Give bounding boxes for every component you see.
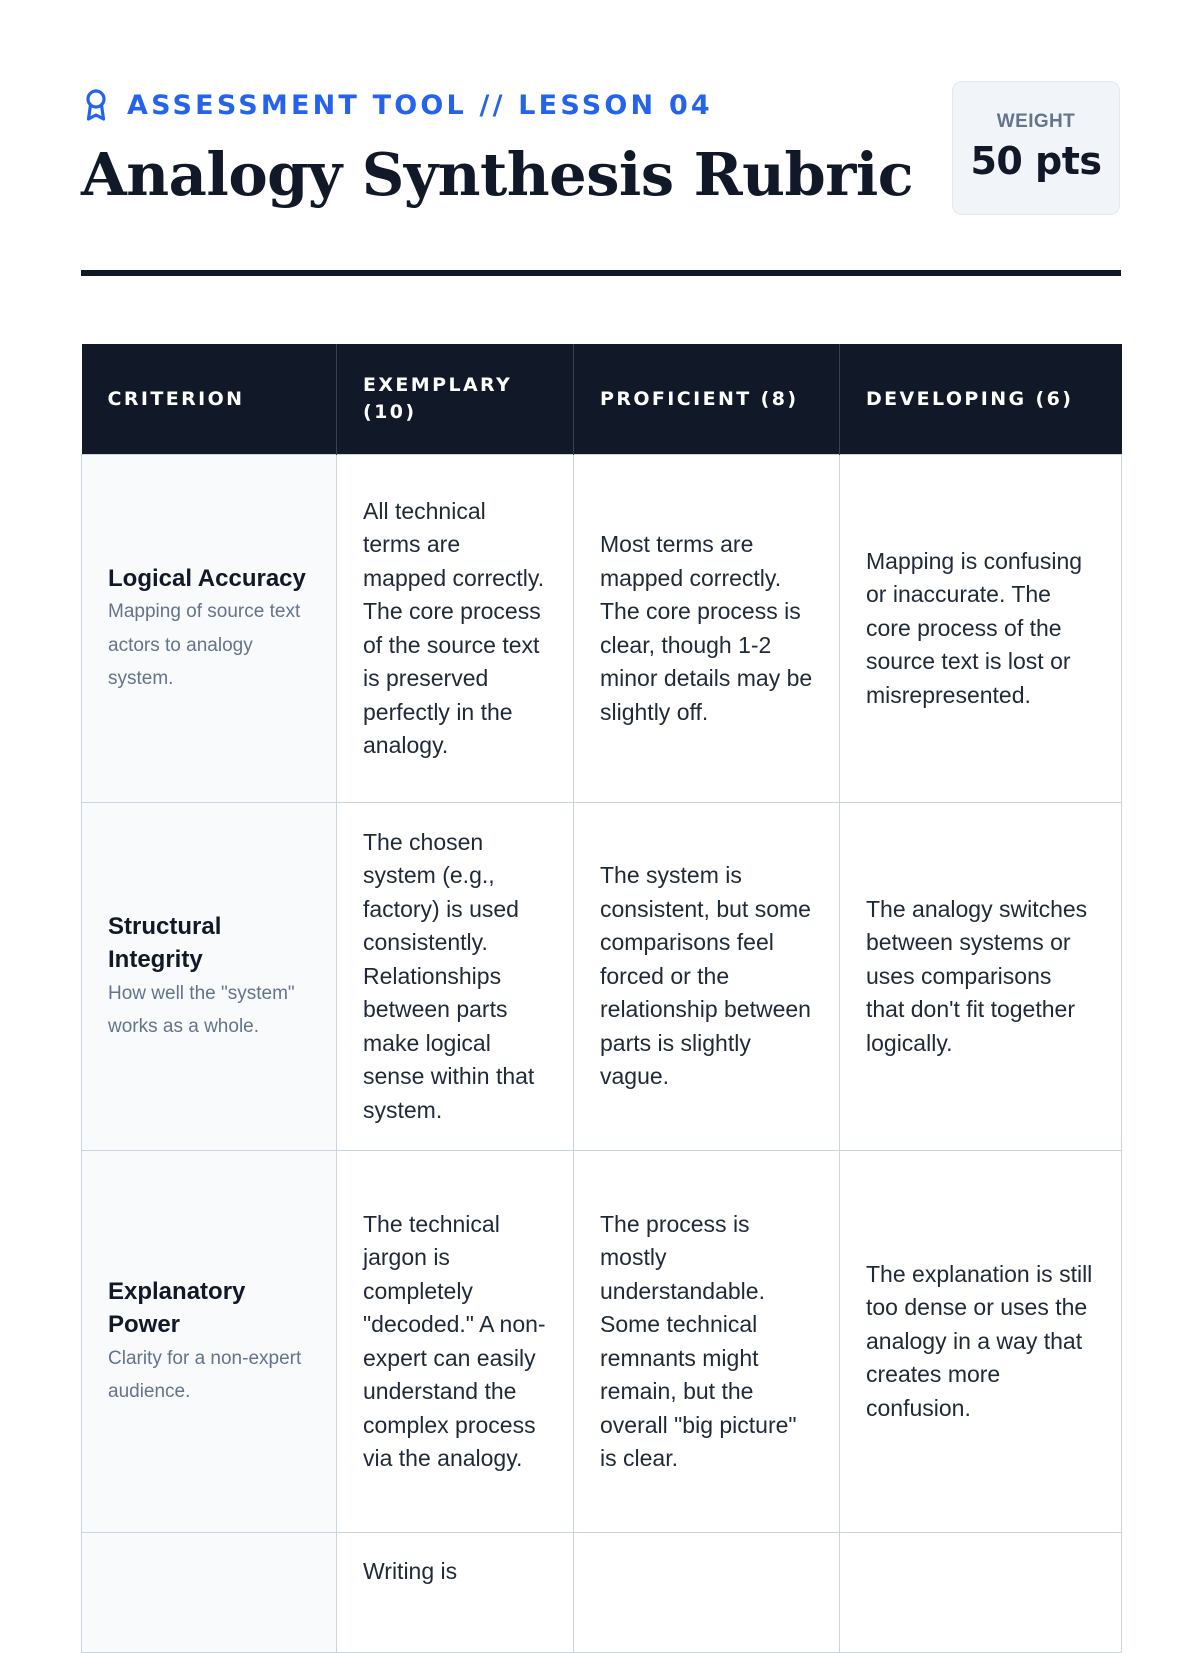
developing-cell: The analogy switches between systems or uses comparisons that don't fit together logically. [840, 803, 1122, 1151]
weight-badge [952, 81, 1120, 215]
table-row [82, 1151, 1122, 1533]
proficient-cell: Most terms are mapped correctly. The core process is clear, though 1-2 minor details may be slightly off. [574, 455, 840, 803]
column-header-criterion: CRITERION [82, 344, 337, 455]
weight-value: 50 pts [970, 139, 1102, 183]
table-row [82, 803, 1122, 1151]
column-header-proficient: PROFICIENT (8) [574, 344, 840, 455]
developing-cell: The explanation is still too dense or uses the analogy in a way that creates more confusion. [840, 1151, 1122, 1533]
exemplary-cell: The technical jargon is completely "decoded." A non-expert can easily understand the complex process via the analogy. [337, 1151, 574, 1533]
proficient-cell: The system is consistent, but some comparisons feel forced or the relationship between parts is slightly vague. [574, 803, 840, 1151]
criterion-description: How well the "system" works as a whole. [108, 982, 295, 1037]
criterion-description: Clarity for a non-expert audience. [108, 1347, 302, 1402]
criterion-cell [82, 1533, 337, 1653]
column-header-exemplary: EXEMPLARY (10) [337, 344, 574, 455]
table-row [82, 1533, 1122, 1653]
page-title: Analogy Synthesis Rubric [81, 140, 914, 209]
criterion-name: Logical Accuracy [108, 564, 306, 592]
proficient-cell: The process is mostly understandable. Some technical remnants might remain, but the overall "big picture" is clear. [574, 1151, 840, 1533]
criterion-cell [82, 803, 337, 1151]
exemplary-cell: The chosen system (e.g., factory) is used consistently. Relationships between parts make logical sense within that system. [337, 803, 574, 1151]
exemplary-cell: All technical terms are mapped correctly. The core process of the source text is preserved perfectly in the analogy. [337, 455, 574, 803]
page-header [81, 0, 1121, 272]
criterion-description: Mapping of source text actors to analogy system. [108, 601, 301, 689]
table-header-row [82, 344, 1122, 455]
rubric-table [81, 344, 1122, 1653]
header-divider [81, 270, 1121, 276]
exemplary-cell: Writing is [337, 1533, 574, 1653]
proficient-cell [574, 1533, 840, 1653]
criterion-name: Structural Integrity [108, 912, 222, 973]
criterion-cell [82, 455, 337, 803]
criterion-name: Explanatory Power [108, 1277, 246, 1338]
eyebrow-text: ASSESSMENT TOOL // LESSON 04 [127, 89, 713, 121]
criterion-cell [82, 1151, 337, 1533]
developing-cell [840, 1533, 1122, 1653]
rubric-page [81, 0, 1121, 272]
table-row [82, 455, 1122, 803]
eyebrow [81, 88, 713, 122]
weight-label: WEIGHT [996, 111, 1076, 132]
award-ribbon-icon [81, 88, 111, 122]
column-header-developing: DEVELOPING (6) [840, 344, 1122, 455]
developing-cell: Mapping is confusing or inaccurate. The core process of the source text is lost or misrepresented. [840, 455, 1122, 803]
